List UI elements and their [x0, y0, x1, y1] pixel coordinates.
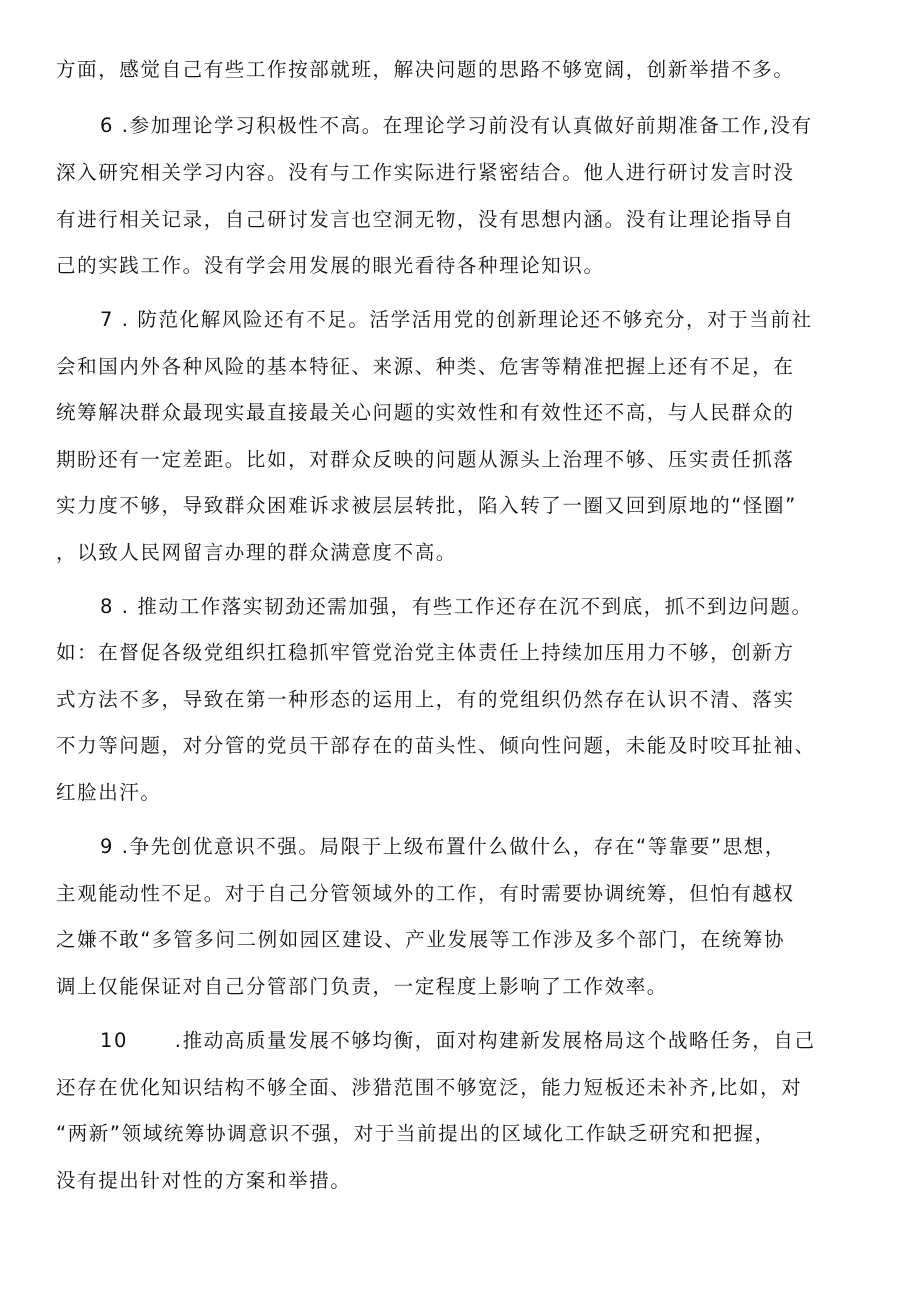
text-line: “两新”领域统筹协调意识不强，对于当前提出的区域化工作缺乏研究和把握，	[56, 1122, 776, 1145]
text-line: 方面，感觉自己有些工作按部就班，解决问题的思路不够宽阔，创新举措不多。	[56, 58, 795, 81]
text-line: 10 .推动高质量发展不够均衡，面对构建新发展格局这个战略任务，自己	[100, 1029, 816, 1052]
text-line: 红脸出汗。	[56, 781, 162, 804]
text-line: 如：在督促各级党组织扛稳抓牢管党治党主体责任上持续加压用力不够，创新方	[56, 641, 795, 664]
text-line: 期盼还有一定差距。比如，对群众反映的问题从源头上治理不够、压实责任抓落	[56, 448, 795, 471]
text-line: 己的实践工作。没有学会用发展的眼光看待各种理论知识。	[56, 254, 605, 277]
text-line: 主观能动性不足。对于自己分管领域外的工作，有时需要协调统筹，但怕有越权	[56, 882, 795, 905]
text-line: 6 .参加理论学习积极性不高。在理论学习前没有认真做好前期准备工作,没有	[100, 114, 813, 137]
text-line: 实力度不够，导致群众困难诉求被层层转批，陷入转了一圈又回到原地的“怪圈”	[56, 494, 797, 517]
text-line: 深入研究相关学习内容。没有与工作实际进行紧密结合。他人进行研讨发言时没	[56, 161, 795, 184]
text-line: 式方法不多，导致在第一种形态的运用上，有的党组织仍然存在认识不清、落实	[56, 688, 795, 711]
text-line: 调上仅能保证对自己分管部门负责，一定程度上影响了工作效率。	[56, 975, 668, 998]
text-line: 有进行相关记录，自己研讨发言也空洞无物，没有思想内涵。没有让理论指导自	[56, 208, 795, 231]
text-line: 不力等问题，对分管的党员干部存在的苗头性、倾向性问题，未能及时咬耳扯袖、	[56, 734, 816, 757]
text-line: 8 . 推动工作落实韧劲还需加强，有些工作还存在沉不到底，抓不到边问题。	[100, 595, 813, 618]
text-line: 之嫌不敢“多管多问二例如园区建设、产业发展等工作涉及多个部门，在统筹协	[56, 928, 786, 951]
text-line: ，以致人民网留言办理的群众满意度不高。	[56, 541, 457, 564]
text-line: 没有提出针对性的方案和举措。	[56, 1169, 352, 1192]
text-line: 9 .争先创优意识不强。局限于上级布置什么做什么，存在“等靠要”思想，	[100, 835, 787, 858]
text-line: 7 . 防范化解风险还有不足。活学活用党的创新理论还不够充分，对于当前社	[100, 308, 813, 331]
text-line: 统筹解决群众最现实最直接最关心问题的实效性和有效性还不高，与人民群众的	[56, 401, 795, 424]
text-line: 还存在优化知识结构不够全面、涉猎范围不够宽泛，能力短板还未补齐,比如，对	[56, 1076, 803, 1099]
text-line: 会和国内外各种风险的基本特征、来源、种类、危害等精准把握上还有不足，在	[56, 355, 795, 378]
